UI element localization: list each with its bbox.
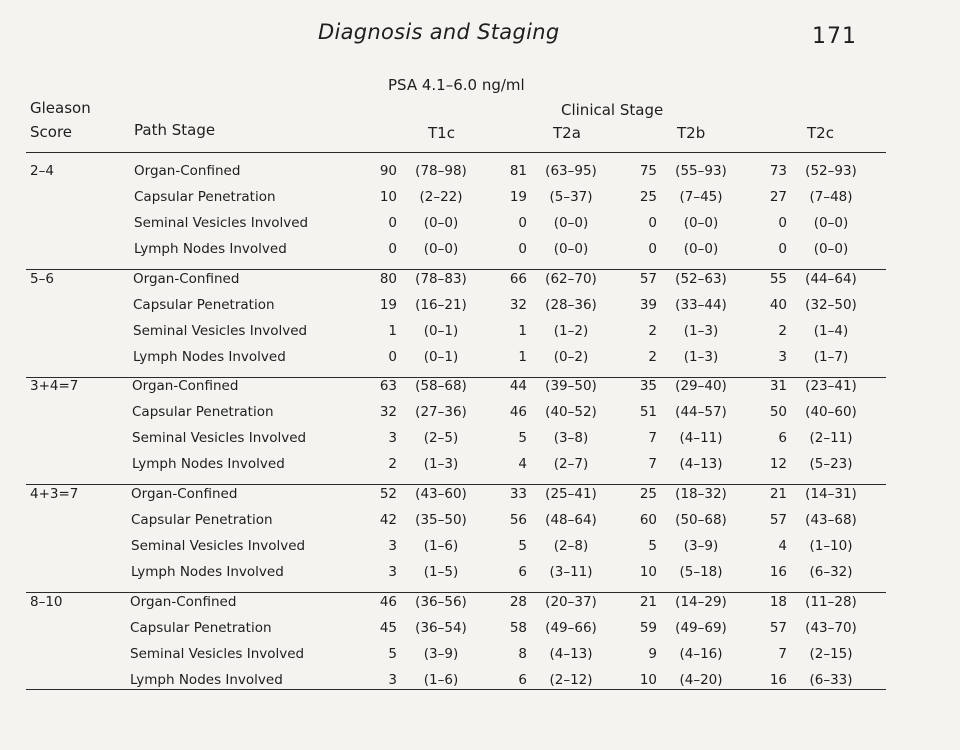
confidence-interval-cell: (35–50) [415, 512, 467, 528]
confidence-interval-cell: (2–5) [423, 430, 459, 446]
path-stage-cell: Seminal Vesicles Involved [134, 215, 309, 231]
percent-cell: 0 [388, 215, 397, 231]
page-header-title: Diagnosis and Staging [318, 20, 560, 44]
path-stage-cell: Lymph Nodes Involved [133, 349, 286, 365]
percent-cell: 3 [388, 564, 397, 580]
percent-cell: 0 [648, 241, 657, 257]
confidence-interval-cell: (0–0) [553, 215, 589, 231]
percent-cell: 2 [648, 323, 657, 339]
percent-cell: 3 [388, 672, 397, 688]
confidence-interval-cell: (0–1) [423, 323, 459, 339]
confidence-interval-cell: (1–7) [813, 349, 849, 365]
path-stage-cell: Lymph Nodes Involved [130, 672, 283, 688]
percent-cell: 4 [778, 538, 787, 554]
confidence-interval-cell: (7–48) [809, 189, 853, 205]
confidence-interval-cell: (52–63) [675, 271, 727, 287]
confidence-interval-cell: (33–44) [675, 297, 727, 313]
percent-cell: 5 [388, 646, 397, 662]
confidence-interval-cell: (32–50) [805, 297, 857, 313]
confidence-interval-cell: (2–22) [419, 189, 463, 205]
percent-cell: 10 [379, 189, 397, 205]
confidence-interval-cell: (43–60) [415, 486, 467, 502]
percent-cell: 1 [388, 323, 397, 339]
confidence-interval-cell: (3–11) [549, 564, 593, 580]
percent-cell: 25 [639, 486, 657, 502]
confidence-interval-cell: (27–36) [415, 404, 467, 420]
confidence-interval-cell: (63–95) [545, 163, 597, 179]
confidence-interval-cell: (29–40) [675, 378, 727, 394]
percent-cell: 59 [639, 620, 657, 636]
path-stage-cell: Capsular Penetration [133, 297, 275, 313]
header-rule [26, 152, 886, 153]
percent-cell: 57 [769, 620, 787, 636]
percent-cell: 57 [769, 512, 787, 528]
group-divider [26, 592, 886, 593]
path-stage-cell: Capsular Penetration [131, 512, 273, 528]
percent-cell: 9 [648, 646, 657, 662]
percent-cell: 7 [778, 646, 787, 662]
percent-cell: 21 [639, 594, 657, 610]
confidence-interval-cell: (0–0) [683, 241, 719, 257]
confidence-interval-cell: (5–37) [549, 189, 593, 205]
table-title: PSA 4.1–6.0 ng/ml [388, 76, 525, 94]
confidence-interval-cell: (5–23) [809, 456, 853, 472]
confidence-interval-cell: (0–0) [423, 241, 459, 257]
percent-cell: 57 [639, 271, 657, 287]
gleason-score: 5–6 [30, 271, 54, 287]
percent-cell: 2 [388, 456, 397, 472]
percent-cell: 60 [639, 512, 657, 528]
confidence-interval-cell: (0–0) [813, 215, 849, 231]
path-stage-cell: Organ-Confined [134, 163, 241, 179]
confidence-interval-cell: (4–20) [679, 672, 723, 688]
confidence-interval-cell: (5–18) [679, 564, 723, 580]
stage-header-t2c: T2c [807, 124, 834, 142]
percent-cell: 56 [509, 512, 527, 528]
percent-cell: 28 [509, 594, 527, 610]
confidence-interval-cell: (14–29) [675, 594, 727, 610]
percent-cell: 25 [639, 189, 657, 205]
confidence-interval-cell: (78–83) [415, 271, 467, 287]
confidence-interval-cell: (6–32) [809, 564, 853, 580]
confidence-interval-cell: (0–0) [423, 215, 459, 231]
percent-cell: 0 [778, 241, 787, 257]
confidence-interval-cell: (0–0) [813, 241, 849, 257]
percent-cell: 19 [379, 297, 397, 313]
percent-cell: 2 [648, 349, 657, 365]
percent-cell: 6 [518, 672, 527, 688]
percent-cell: 16 [769, 564, 787, 580]
confidence-interval-cell: (1–3) [683, 349, 719, 365]
percent-cell: 45 [379, 620, 397, 636]
confidence-interval-cell: (28–36) [545, 297, 597, 313]
percent-cell: 44 [509, 378, 527, 394]
confidence-interval-cell: (48–64) [545, 512, 597, 528]
confidence-interval-cell: (62–70) [545, 271, 597, 287]
gleason-score: 4+3=7 [30, 486, 79, 502]
percent-cell: 51 [639, 404, 657, 420]
confidence-interval-cell: (1–10) [809, 538, 853, 554]
confidence-interval-cell: (23–41) [805, 378, 857, 394]
percent-cell: 19 [509, 189, 527, 205]
percent-cell: 75 [639, 163, 657, 179]
confidence-interval-cell: (52–93) [805, 163, 857, 179]
confidence-interval-cell: (36–56) [415, 594, 467, 610]
percent-cell: 40 [769, 297, 787, 313]
confidence-interval-cell: (40–60) [805, 404, 857, 420]
group-divider [26, 269, 886, 270]
path-stage-cell: Capsular Penetration [134, 189, 276, 205]
percent-cell: 10 [639, 564, 657, 580]
confidence-interval-cell: (7–45) [679, 189, 723, 205]
confidence-interval-cell: (58–68) [415, 378, 467, 394]
percent-cell: 6 [518, 564, 527, 580]
gleason-header-line2: Score [30, 123, 73, 141]
confidence-interval-cell: (55–93) [675, 163, 727, 179]
path-stage-cell: Seminal Vesicles Involved [130, 646, 305, 662]
confidence-interval-cell: (1–6) [423, 538, 459, 554]
confidence-interval-cell: (2–8) [553, 538, 589, 554]
percent-cell: 0 [518, 241, 527, 257]
confidence-interval-cell: (49–69) [675, 620, 727, 636]
percent-cell: 1 [518, 349, 527, 365]
confidence-interval-cell: (44–64) [805, 271, 857, 287]
gleason-score-header [30, 96, 91, 144]
percent-cell: 4 [518, 456, 527, 472]
confidence-interval-cell: (43–68) [805, 512, 857, 528]
confidence-interval-cell: (1–3) [683, 323, 719, 339]
confidence-interval-cell: (14–31) [805, 486, 857, 502]
confidence-interval-cell: (1–2) [553, 323, 589, 339]
percent-cell: 63 [379, 378, 397, 394]
path-stage-cell: Organ-Confined [131, 486, 238, 502]
confidence-interval-cell: (4–16) [679, 646, 723, 662]
percent-cell: 3 [388, 430, 397, 446]
percent-cell: 66 [509, 271, 527, 287]
path-stage-cell: Seminal Vesicles Involved [133, 323, 308, 339]
confidence-interval-cell: (78–98) [415, 163, 467, 179]
group-divider [26, 689, 886, 690]
percent-cell: 42 [379, 512, 397, 528]
gleason-header-line1: Gleason [30, 99, 91, 117]
percent-cell: 7 [648, 456, 657, 472]
percent-cell: 39 [639, 297, 657, 313]
confidence-interval-cell: (36–54) [415, 620, 467, 636]
percent-cell: 0 [648, 215, 657, 231]
stage-header-t2a: T2a [553, 124, 581, 142]
confidence-interval-cell: (4–11) [679, 430, 723, 446]
percent-cell: 5 [518, 430, 527, 446]
confidence-interval-cell: (4–13) [549, 646, 593, 662]
percent-cell: 46 [379, 594, 397, 610]
percent-cell: 32 [509, 297, 527, 313]
percent-cell: 52 [379, 486, 397, 502]
path-stage-header: Path Stage [134, 121, 216, 139]
path-stage-cell: Organ-Confined [132, 378, 239, 394]
confidence-interval-cell: (6–33) [809, 672, 853, 688]
stage-header-t2b: T2b [677, 124, 706, 142]
confidence-interval-cell: (3–9) [683, 538, 719, 554]
percent-cell: 0 [778, 215, 787, 231]
percent-cell: 50 [769, 404, 787, 420]
page-number: 171 [812, 24, 857, 49]
percent-cell: 73 [769, 163, 787, 179]
percent-cell: 33 [509, 486, 527, 502]
confidence-interval-cell: (0–0) [553, 241, 589, 257]
clinical-stage-header: Clinical Stage [561, 101, 664, 119]
path-stage-cell: Seminal Vesicles Involved [132, 430, 307, 446]
percent-cell: 32 [379, 404, 397, 420]
confidence-interval-cell: (2–15) [809, 646, 853, 662]
percent-cell: 3 [778, 349, 787, 365]
percent-cell: 3 [388, 538, 397, 554]
confidence-interval-cell: (1–5) [423, 564, 459, 580]
confidence-interval-cell: (43–70) [805, 620, 857, 636]
confidence-interval-cell: (0–2) [553, 349, 589, 365]
gleason-score: 3+4=7 [30, 378, 79, 394]
path-stage-cell: Lymph Nodes Involved [131, 564, 284, 580]
confidence-interval-cell: (2–11) [809, 430, 853, 446]
percent-cell: 1 [518, 323, 527, 339]
path-stage-cell: Lymph Nodes Involved [132, 456, 285, 472]
confidence-interval-cell: (4–13) [679, 456, 723, 472]
confidence-interval-cell: (2–7) [553, 456, 589, 472]
confidence-interval-cell: (2–12) [549, 672, 593, 688]
percent-cell: 58 [509, 620, 527, 636]
confidence-interval-cell: (3–8) [553, 430, 589, 446]
confidence-interval-cell: (1–4) [813, 323, 849, 339]
confidence-interval-cell: (0–1) [423, 349, 459, 365]
percent-cell: 27 [769, 189, 787, 205]
path-stage-cell: Organ-Confined [130, 594, 237, 610]
percent-cell: 55 [769, 271, 787, 287]
confidence-interval-cell: (0–0) [683, 215, 719, 231]
percent-cell: 2 [778, 323, 787, 339]
path-stage-cell: Organ-Confined [133, 271, 240, 287]
stage-header-t1c: T1c [428, 124, 455, 142]
confidence-interval-cell: (11–28) [805, 594, 857, 610]
confidence-interval-cell: (49–66) [545, 620, 597, 636]
percent-cell: 0 [518, 215, 527, 231]
percent-cell: 90 [379, 163, 397, 179]
path-stage-cell: Capsular Penetration [130, 620, 272, 636]
percent-cell: 5 [518, 538, 527, 554]
percent-cell: 8 [518, 646, 527, 662]
confidence-interval-cell: (44–57) [675, 404, 727, 420]
percent-cell: 16 [769, 672, 787, 688]
percent-cell: 31 [769, 378, 787, 394]
path-stage-cell: Lymph Nodes Involved [134, 241, 287, 257]
confidence-interval-cell: (50–68) [675, 512, 727, 528]
path-stage-cell: Seminal Vesicles Involved [131, 538, 306, 554]
percent-cell: 0 [388, 349, 397, 365]
confidence-interval-cell: (3–9) [423, 646, 459, 662]
percent-cell: 5 [648, 538, 657, 554]
percent-cell: 18 [769, 594, 787, 610]
confidence-interval-cell: (20–37) [545, 594, 597, 610]
confidence-interval-cell: (1–6) [423, 672, 459, 688]
confidence-interval-cell: (16–21) [415, 297, 467, 313]
group-divider [26, 484, 886, 485]
percent-cell: 12 [769, 456, 787, 472]
confidence-interval-cell: (18–32) [675, 486, 727, 502]
percent-cell: 35 [639, 378, 657, 394]
percent-cell: 80 [379, 271, 397, 287]
percent-cell: 7 [648, 430, 657, 446]
confidence-interval-cell: (39–50) [545, 378, 597, 394]
percent-cell: 81 [509, 163, 527, 179]
confidence-interval-cell: (25–41) [545, 486, 597, 502]
gleason-score: 8–10 [30, 594, 63, 610]
percent-cell: 21 [769, 486, 787, 502]
percent-cell: 46 [509, 404, 527, 420]
confidence-interval-cell: (1–3) [423, 456, 459, 472]
confidence-interval-cell: (40–52) [545, 404, 597, 420]
gleason-score: 2–4 [30, 163, 54, 179]
percent-cell: 6 [778, 430, 787, 446]
percent-cell: 0 [388, 241, 397, 257]
percent-cell: 10 [639, 672, 657, 688]
path-stage-cell: Capsular Penetration [132, 404, 274, 420]
